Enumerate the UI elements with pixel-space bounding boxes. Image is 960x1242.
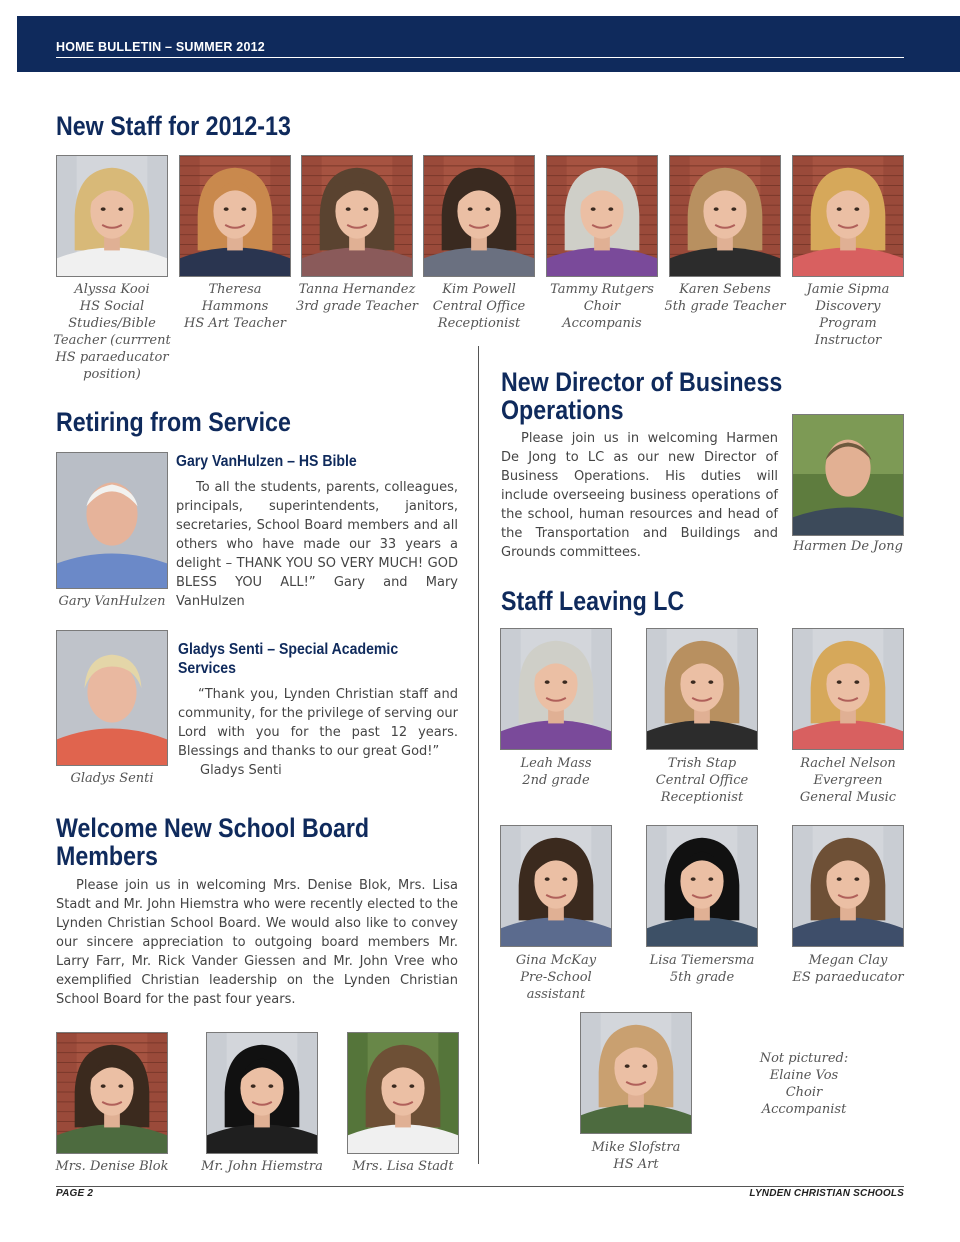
not-pictured-role-line2: Accompanist	[761, 1102, 847, 1117]
person-name: Trish Stap	[667, 756, 737, 771]
harmen-de-jong-photo	[792, 414, 904, 536]
board-member-mr-john-hiemstra-photo	[206, 1032, 318, 1154]
not-pictured-label: Not pictured:	[759, 1051, 849, 1066]
leaving-rachel-nelson-caption	[783, 755, 913, 806]
not-pictured-note	[748, 1050, 860, 1118]
new-staff-jamie-sipma-caption	[786, 281, 910, 349]
gladys-senti-title-line1: Gladys Senti – Special Academic	[178, 641, 399, 658]
gary-vanhulzen-text: To all the students, parents, colleagues, principals, superintendents, janitors, secretaries, School Board members and all others who have made our 33 years a delight – THANK YOU SO VERY MUCH! GOD BLESS YOU ALL!” Gary and Mary VanHulzen	[176, 480, 458, 609]
person-role-line: 5th grade	[669, 970, 735, 985]
leaving-trish-stap-photo	[646, 628, 758, 750]
bulletin-title: HOME BULLETIN – SUMMER 2012	[56, 40, 265, 54]
board-member-mrs-lisa-stadt-caption: Mrs. Lisa Stadt	[352, 1159, 454, 1174]
person-role-line: General Music	[799, 790, 897, 805]
person-name: Karen Sebens	[679, 282, 771, 297]
board-text: Please join us in welcoming Mrs. Denise Blok, Mrs. Lisa Stadt and Mr. John Hiemstra who were recently elected to the Lynden Christian School Board. We would also like to convey our sincere appreciation to outgoing board members Mr. Larry Farr, Mr. Rick Vander Giessen and Mr. John Vree who exemplified Christian leadership on the Lynden Christian School Board for the past four years.	[56, 878, 458, 1007]
person-name: Mike Slofstra	[591, 1140, 681, 1155]
new-staff-theresa-caption	[173, 281, 297, 332]
person-role-line: Accompanis	[562, 316, 642, 331]
gary-vanhulzen-title: Gary VanHulzen – HS Bible	[176, 453, 357, 470]
gladys-senti-signature: Gladys Senti	[200, 763, 282, 778]
gary-vanhulzen-photo	[56, 452, 168, 589]
board-heading-line1: Welcome New School Board	[56, 813, 370, 843]
new-staff-kim-powell-caption	[417, 281, 541, 332]
person-name: Tanna Hernandez	[298, 282, 416, 297]
person-role-line: position)	[83, 367, 141, 382]
footer-rule	[56, 1186, 904, 1187]
new-staff-tanna-hernandez-caption	[295, 281, 419, 315]
new-staff-heading: New Staff for 2012-13	[56, 111, 291, 141]
person-name: Lisa Tiemersma	[649, 953, 755, 968]
leaving-trish-stap-caption	[637, 755, 767, 806]
leaving-heading: Staff Leaving LC	[501, 586, 685, 616]
gladys-senti-caption: Gladys Senti	[70, 771, 154, 786]
page-number: PAGE 2	[56, 1188, 94, 1199]
person-name: Jamie Sipma	[806, 282, 890, 297]
new-staff-karen-sebens-caption	[663, 281, 787, 315]
new-staff-kim-powell-photo	[423, 155, 535, 277]
person-name: Gina McKay	[515, 953, 597, 968]
gladys-senti-photo	[56, 630, 168, 766]
column-divider	[478, 346, 479, 1164]
person-role-line: Receptionist	[660, 790, 744, 805]
new-staff-tammy-rutgers-caption	[540, 281, 664, 332]
person-role-line: Evergreen	[813, 773, 883, 788]
director-text: Please join us in welcoming Harmen De Jong to LC as our new Director of Business Operations. His duties will include overseeing business operations of the school, human resources and head of the Transportation and Buildings and Grounds committees.	[501, 431, 778, 560]
header-rule	[56, 57, 904, 58]
leaving-rachel-nelson-photo	[792, 628, 904, 750]
leaving-leah-mass-photo	[500, 628, 612, 750]
harmen-de-jong-caption: Harmen De Jong	[793, 539, 903, 554]
person-role-line: ES paraeducator	[792, 970, 904, 985]
gladys-senti-text: “Thank you, Lynden Christian staff and community, for the privilege of serving our Lord with you for the past 12 years. Blessings and thanks to our great God!”	[178, 687, 458, 759]
person-role-line: Discovery	[815, 299, 881, 314]
leaving-mike-slofstra-photo	[580, 1012, 692, 1134]
person-role-line: Program	[819, 316, 877, 331]
person-name: Theresa	[208, 282, 262, 297]
new-staff-theresa-photo	[179, 155, 291, 277]
director-heading-line1: New Director of Business	[501, 367, 783, 397]
person-role-line: Teacher (currrent	[53, 333, 171, 348]
person-name: Rachel Nelson	[800, 756, 896, 771]
leaving-megan-clay-caption	[783, 952, 913, 986]
leaving-lisa-tiemersma-photo	[646, 825, 758, 947]
person-role-line: Central Office	[432, 299, 526, 314]
not-pictured-name: Elaine Vos	[769, 1068, 839, 1083]
person-role-line: Choir	[583, 299, 621, 314]
board-heading-line2: Members	[56, 841, 158, 871]
person-role-line: assistant	[526, 987, 586, 1002]
new-staff-karen-sebens-photo	[669, 155, 781, 277]
director-heading-line2: Operations	[501, 395, 624, 425]
retiring-heading: Retiring from Service	[56, 407, 291, 437]
person-name: Megan Clay	[808, 953, 888, 968]
leaving-gina-mckay-caption	[491, 952, 621, 1003]
person-role-line: Pre-School	[520, 970, 592, 985]
person-role-line: Central Office	[655, 773, 749, 788]
person-name: Leah Mass	[520, 756, 592, 771]
new-staff-alyssa-kooi-photo	[56, 155, 168, 277]
person-role-line: 5th grade Teacher	[664, 299, 786, 314]
board-member-mr-john-hiemstra-caption: Mr. John Hiemstra	[201, 1159, 323, 1174]
board-member-mrs-denise-blok-caption: Mrs. Denise Blok	[55, 1159, 169, 1174]
leaving-lisa-tiemersma-caption	[637, 952, 767, 986]
leaving-megan-clay-photo	[792, 825, 904, 947]
board-member-mrs-lisa-stadt-photo	[347, 1032, 459, 1154]
person-role-line: HS Social	[79, 299, 145, 314]
new-staff-jamie-sipma-photo	[792, 155, 904, 277]
person-role-line: Hammons	[201, 299, 269, 314]
leaving-gina-mckay-photo	[500, 825, 612, 947]
board-member-mrs-denise-blok-photo	[56, 1032, 168, 1154]
person-role-line: 2nd grade	[522, 773, 590, 788]
person-role-line: Studies/Bible	[68, 316, 156, 331]
leaving-mike-slofstra-caption	[571, 1139, 701, 1173]
new-staff-tanna-hernandez-photo	[301, 155, 413, 277]
new-staff-tammy-rutgers-photo	[546, 155, 658, 277]
person-role-line: Receptionist	[437, 316, 521, 331]
person-name: Alyssa Kooi	[74, 282, 150, 297]
person-name: Tammy Rutgers	[550, 282, 654, 297]
gary-vanhulzen-caption: Gary VanHulzen	[58, 594, 166, 609]
person-role-line: HS Art Teacher	[183, 316, 286, 331]
person-role-line: 3rd grade Teacher	[295, 299, 419, 314]
person-role-line: HS Art	[613, 1157, 659, 1172]
person-role-line: Instructor	[814, 333, 882, 348]
footer-org-name: LYNDEN CHRISTIAN SCHOOLS	[749, 1188, 904, 1199]
new-staff-alyssa-kooi-caption	[50, 281, 174, 383]
person-role-line: HS paraeducator	[55, 350, 169, 365]
leaving-leah-mass-caption	[491, 755, 621, 789]
gladys-senti-title-line2: Services	[178, 660, 236, 677]
not-pictured-role: Choir	[785, 1085, 823, 1100]
person-name: Kim Powell	[442, 282, 516, 297]
